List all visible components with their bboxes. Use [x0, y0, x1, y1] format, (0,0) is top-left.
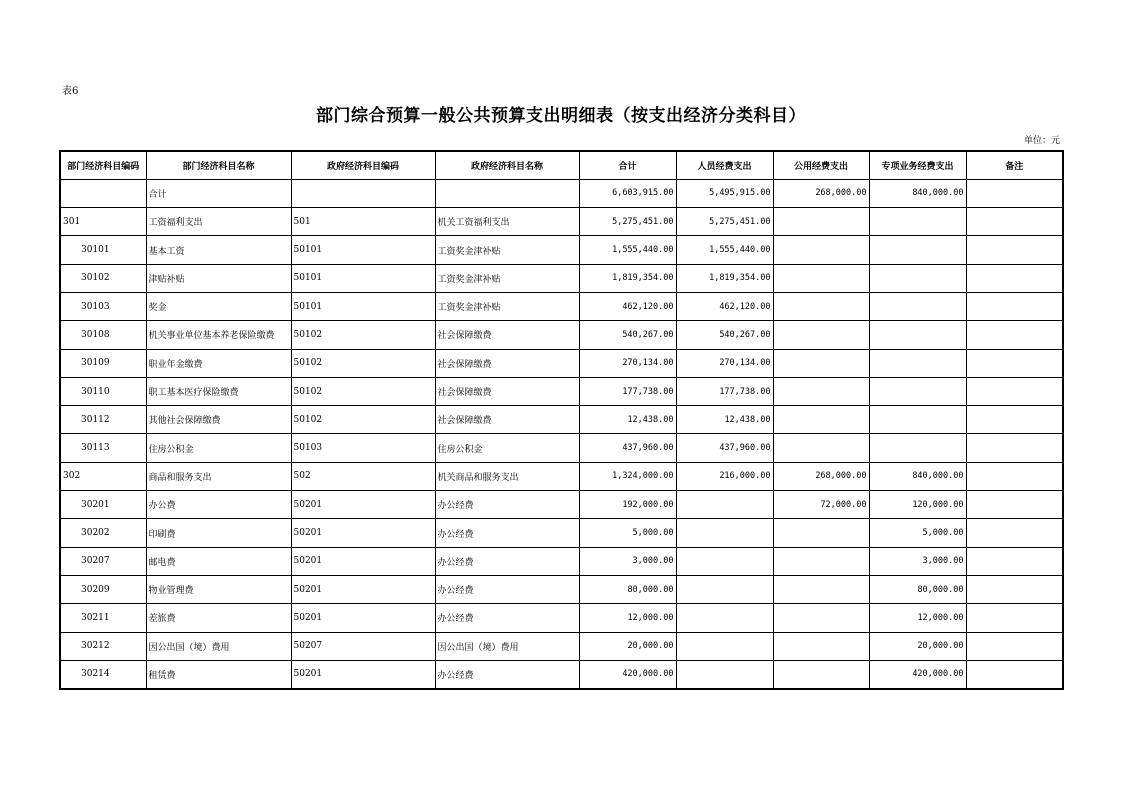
dept-code-cell: 30211 [60, 604, 146, 632]
header-public: 公用经费支出 [773, 151, 869, 179]
special-cell [869, 208, 966, 236]
dept-code-cell: 30110 [60, 377, 146, 405]
total-cell: 1,819,354.00 [579, 264, 676, 292]
table-row [60, 519, 1063, 547]
public-cell [773, 236, 869, 264]
note-cell [966, 264, 1063, 292]
note-cell [966, 292, 1063, 320]
dept-name-cell: 奖金 [146, 292, 291, 320]
note-cell [966, 321, 1063, 349]
header-personnel: 人员经费支出 [676, 151, 773, 179]
public-cell [773, 547, 869, 575]
dept-code-cell: 30103 [60, 292, 146, 320]
dept-code-cell: 301 [60, 208, 146, 236]
dept-name-cell: 津贴补贴 [146, 264, 291, 292]
total-cell: 437,960.00 [579, 434, 676, 462]
total-cell: 177,738.00 [579, 377, 676, 405]
personnel-cell [676, 632, 773, 660]
dept-name-cell: 基本工资 [146, 236, 291, 264]
gov-code-cell [291, 179, 435, 207]
dept-code-cell [60, 179, 146, 207]
dept-name-cell: 其他社会保障缴费 [146, 406, 291, 434]
public-cell [773, 406, 869, 434]
note-cell [966, 491, 1063, 519]
gov-code-cell: 50101 [291, 264, 435, 292]
gov-code-cell: 50201 [291, 547, 435, 575]
total-cell: 192,000.00 [579, 491, 676, 519]
personnel-cell [676, 575, 773, 603]
gov-code-cell: 50103 [291, 434, 435, 462]
special-cell: 840,000.00 [869, 179, 966, 207]
personnel-cell: 5,495,915.00 [676, 179, 773, 207]
gov-code-cell: 50102 [291, 321, 435, 349]
special-cell [869, 434, 966, 462]
special-cell: 420,000.00 [869, 660, 966, 688]
personnel-cell: 12,438.00 [676, 406, 773, 434]
personnel-cell: 216,000.00 [676, 462, 773, 490]
public-cell [773, 264, 869, 292]
public-cell [773, 377, 869, 405]
special-cell [869, 321, 966, 349]
public-cell [773, 434, 869, 462]
note-cell [966, 632, 1063, 660]
dept-name-cell: 邮电费 [146, 547, 291, 575]
dept-name-cell: 合计 [146, 179, 291, 207]
public-cell: 268,000.00 [773, 179, 869, 207]
gov-name-cell: 办公经费 [435, 660, 579, 688]
public-cell [773, 604, 869, 632]
header-dept-name: 部门经济科目名称 [146, 151, 291, 179]
dept-name-cell: 住房公积金 [146, 434, 291, 462]
note-cell [966, 179, 1063, 207]
personnel-cell: 462,120.00 [676, 292, 773, 320]
note-cell [966, 660, 1063, 688]
dept-name-cell: 机关事业单位基本养老保险缴费 [146, 321, 291, 349]
special-cell [869, 406, 966, 434]
table-number: 表6 [62, 86, 79, 97]
gov-code-cell: 50201 [291, 519, 435, 547]
table-row [60, 434, 1063, 462]
dept-name-cell: 工资福利支出 [146, 208, 291, 236]
gov-code-cell: 50201 [291, 491, 435, 519]
unit-label: 单位：元 [1023, 136, 1060, 146]
personnel-cell [676, 547, 773, 575]
table-row [60, 208, 1063, 236]
public-cell [773, 575, 869, 603]
special-cell: 120,000.00 [869, 491, 966, 519]
table-row [60, 321, 1063, 349]
dept-name-cell: 印刷费 [146, 519, 291, 547]
dept-name-cell: 职工基本医疗保险缴费 [146, 377, 291, 405]
gov-name-cell [435, 179, 579, 207]
special-cell [869, 377, 966, 405]
table-row [60, 462, 1063, 490]
personnel-cell: 437,960.00 [676, 434, 773, 462]
total-cell: 1,324,000.00 [579, 462, 676, 490]
public-cell [773, 660, 869, 688]
note-cell [966, 349, 1063, 377]
special-cell: 12,000.00 [869, 604, 966, 632]
table-row [60, 377, 1063, 405]
gov-name-cell: 办公经费 [435, 491, 579, 519]
gov-name-cell: 办公经费 [435, 547, 579, 575]
gov-name-cell: 工资奖金津补贴 [435, 292, 579, 320]
dept-code-cell: 30202 [60, 519, 146, 547]
dept-code-cell: 30112 [60, 406, 146, 434]
dept-code-cell: 30207 [60, 547, 146, 575]
page-title: 部门综合预算一般公共预算支出明细表（按支出经济分类科目） [316, 106, 806, 126]
dept-code-cell: 30101 [60, 236, 146, 264]
public-cell [773, 208, 869, 236]
dept-code-cell: 30214 [60, 660, 146, 688]
personnel-cell: 1,819,354.00 [676, 264, 773, 292]
special-cell [869, 349, 966, 377]
gov-name-cell: 社会保障缴费 [435, 349, 579, 377]
table-row [60, 604, 1063, 632]
personnel-cell [676, 519, 773, 547]
special-cell: 20,000.00 [869, 632, 966, 660]
gov-code-cell: 50102 [291, 377, 435, 405]
header-special: 专项业务经费支出 [869, 151, 966, 179]
public-cell [773, 321, 869, 349]
table-row [60, 406, 1063, 434]
total-cell: 80,000.00 [579, 575, 676, 603]
gov-name-cell: 社会保障缴费 [435, 377, 579, 405]
dept-code-cell: 30109 [60, 349, 146, 377]
dept-code-cell: 30113 [60, 434, 146, 462]
table-row [60, 264, 1063, 292]
dept-code-cell: 30209 [60, 575, 146, 603]
public-cell: 72,000.00 [773, 491, 869, 519]
table-row [60, 236, 1063, 264]
table-row [60, 547, 1063, 575]
total-cell: 462,120.00 [579, 292, 676, 320]
total-cell: 12,000.00 [579, 604, 676, 632]
total-cell: 20,000.00 [579, 632, 676, 660]
personnel-cell: 540,267.00 [676, 321, 773, 349]
dept-name-cell: 商品和服务支出 [146, 462, 291, 490]
gov-code-cell: 50201 [291, 575, 435, 603]
gov-code-cell: 50207 [291, 632, 435, 660]
gov-code-cell: 50102 [291, 406, 435, 434]
table-row [60, 349, 1063, 377]
table-row [60, 491, 1063, 519]
gov-code-cell: 501 [291, 208, 435, 236]
gov-code-cell: 50101 [291, 236, 435, 264]
gov-code-cell: 50102 [291, 349, 435, 377]
dept-code-cell: 30212 [60, 632, 146, 660]
public-cell [773, 292, 869, 320]
header-gov-name: 政府经济科目名称 [435, 151, 579, 179]
note-cell [966, 547, 1063, 575]
gov-code-cell: 502 [291, 462, 435, 490]
gov-code-cell: 50101 [291, 292, 435, 320]
gov-name-cell: 社会保障缴费 [435, 406, 579, 434]
personnel-cell: 177,738.00 [676, 377, 773, 405]
header-note: 备注 [966, 151, 1063, 179]
dept-name-cell: 职业年金缴费 [146, 349, 291, 377]
dept-code-cell: 302 [60, 462, 146, 490]
gov-code-cell: 50201 [291, 660, 435, 688]
personnel-cell [676, 491, 773, 519]
dept-code-cell: 30108 [60, 321, 146, 349]
note-cell [966, 377, 1063, 405]
table-row [60, 292, 1063, 320]
table-row [60, 632, 1063, 660]
special-cell: 5,000.00 [869, 519, 966, 547]
total-cell: 6,603,915.00 [579, 179, 676, 207]
header-gov-code: 政府经济科目编码 [291, 151, 435, 179]
gov-code-cell: 50201 [291, 604, 435, 632]
personnel-cell: 1,555,440.00 [676, 236, 773, 264]
gov-name-cell: 社会保障缴费 [435, 321, 579, 349]
header-total: 合计 [579, 151, 676, 179]
dept-name-cell: 办公费 [146, 491, 291, 519]
total-cell: 420,000.00 [579, 660, 676, 688]
special-cell: 80,000.00 [869, 575, 966, 603]
budget-detail-table [59, 150, 1064, 690]
total-cell: 5,275,451.00 [579, 208, 676, 236]
gov-name-cell: 因公出国（境）费用 [435, 632, 579, 660]
gov-name-cell: 机关工资福利支出 [435, 208, 579, 236]
dept-code-cell: 30102 [60, 264, 146, 292]
gov-name-cell: 机关商品和服务支出 [435, 462, 579, 490]
special-cell: 840,000.00 [869, 462, 966, 490]
header-row [60, 151, 1063, 179]
note-cell [966, 462, 1063, 490]
dept-name-cell: 因公出国（境）费用 [146, 632, 291, 660]
note-cell [966, 604, 1063, 632]
gov-name-cell: 办公经费 [435, 575, 579, 603]
personnel-cell [676, 604, 773, 632]
dept-name-cell: 租赁费 [146, 660, 291, 688]
personnel-cell: 5,275,451.00 [676, 208, 773, 236]
total-cell: 540,267.00 [579, 321, 676, 349]
total-cell: 270,134.00 [579, 349, 676, 377]
personnel-cell: 270,134.00 [676, 349, 773, 377]
table-row [60, 179, 1063, 207]
special-cell: 3,000.00 [869, 547, 966, 575]
note-cell [966, 575, 1063, 603]
special-cell [869, 264, 966, 292]
note-cell [966, 236, 1063, 264]
personnel-cell [676, 660, 773, 688]
gov-name-cell: 住房公积金 [435, 434, 579, 462]
gov-name-cell: 办公经费 [435, 604, 579, 632]
total-cell: 3,000.00 [579, 547, 676, 575]
public-cell [773, 349, 869, 377]
public-cell [773, 632, 869, 660]
header-dept-code: 部门经济科目编码 [60, 151, 146, 179]
special-cell [869, 292, 966, 320]
table-row [60, 660, 1063, 688]
gov-name-cell: 工资奖金津补贴 [435, 236, 579, 264]
total-cell: 1,555,440.00 [579, 236, 676, 264]
dept-name-cell: 差旅费 [146, 604, 291, 632]
total-cell: 5,000.00 [579, 519, 676, 547]
note-cell [966, 519, 1063, 547]
dept-code-cell: 30201 [60, 491, 146, 519]
public-cell [773, 519, 869, 547]
special-cell [869, 236, 966, 264]
note-cell [966, 434, 1063, 462]
dept-name-cell: 物业管理费 [146, 575, 291, 603]
public-cell: 268,000.00 [773, 462, 869, 490]
table-row [60, 575, 1063, 603]
total-cell: 12,438.00 [579, 406, 676, 434]
note-cell [966, 406, 1063, 434]
note-cell [966, 208, 1063, 236]
gov-name-cell: 办公经费 [435, 519, 579, 547]
gov-name-cell: 工资奖金津补贴 [435, 264, 579, 292]
